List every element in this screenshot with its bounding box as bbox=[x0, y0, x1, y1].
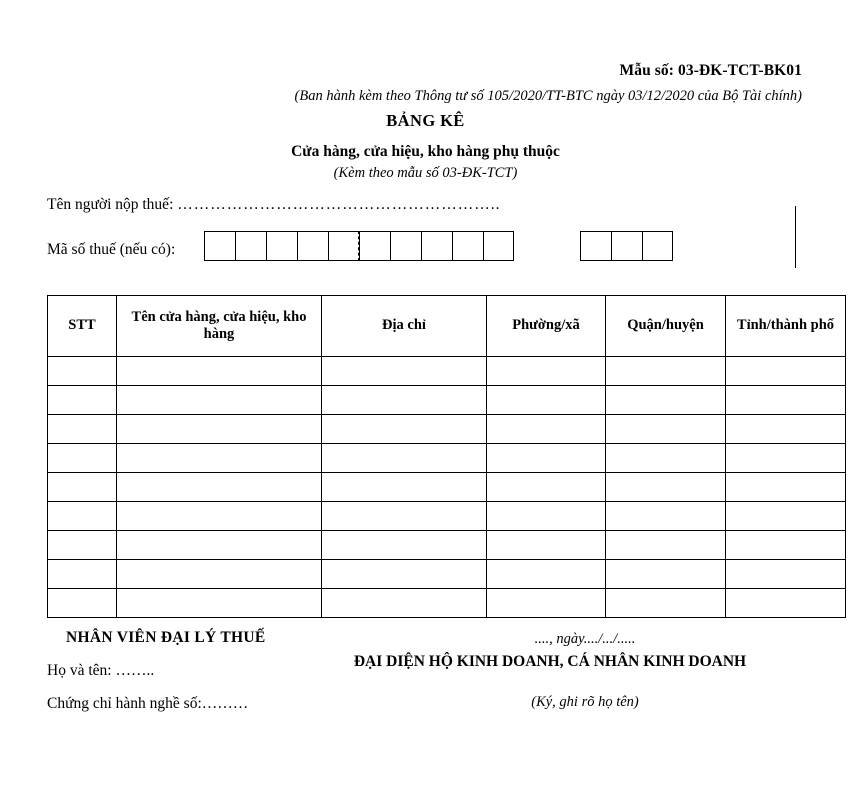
taxpayer-name-label: Tên người nộp thuế: bbox=[47, 196, 174, 213]
cell-district[interactable] bbox=[606, 415, 726, 444]
cell-address[interactable] bbox=[322, 531, 487, 560]
table-row[interactable] bbox=[48, 502, 846, 531]
page-subnote: (Kèm theo mẫu số 03-ĐK-TCT) bbox=[333, 165, 518, 181]
cell-province[interactable] bbox=[726, 386, 846, 415]
cell-province[interactable] bbox=[726, 589, 846, 618]
cell-district[interactable] bbox=[606, 589, 726, 618]
cell-address[interactable] bbox=[322, 386, 487, 415]
cell-stt[interactable] bbox=[48, 560, 117, 589]
tax-code-cell[interactable] bbox=[390, 231, 421, 261]
cell-address[interactable] bbox=[322, 589, 487, 618]
cell-address[interactable] bbox=[322, 473, 487, 502]
signature-date-field[interactable]: ...., ngày..../.../..... bbox=[534, 631, 636, 647]
tax-code-cell[interactable] bbox=[204, 231, 235, 261]
form-code: Mẫu số: 03-ĐK-TCT-BK01 bbox=[619, 62, 802, 79]
cell-ward[interactable] bbox=[487, 473, 606, 502]
tax-agent-section-title: NHÂN VIÊN ĐẠI LÝ THUẾ bbox=[66, 629, 266, 646]
page-title: BẢNG KÊ bbox=[386, 111, 465, 130]
page-border-rule bbox=[795, 206, 796, 268]
cell-ward[interactable] bbox=[487, 589, 606, 618]
cell-shop-name[interactable] bbox=[117, 386, 322, 415]
table-row[interactable] bbox=[48, 531, 846, 560]
tax-code-cell[interactable] bbox=[359, 231, 390, 261]
tax-code-cell[interactable] bbox=[483, 231, 514, 261]
cell-ward[interactable] bbox=[487, 357, 606, 386]
cell-address[interactable] bbox=[322, 560, 487, 589]
column-header-ward: Phường/xã bbox=[487, 296, 606, 357]
cell-shop-name[interactable] bbox=[117, 502, 322, 531]
column-header-shop-name: Tên cửa hàng, cửa hiệu, kho hàng bbox=[117, 296, 322, 357]
cell-ward[interactable] bbox=[487, 415, 606, 444]
table-row[interactable] bbox=[48, 444, 846, 473]
cell-stt[interactable] bbox=[48, 415, 117, 444]
tax-code-input-primary[interactable] bbox=[204, 231, 514, 261]
cell-shop-name[interactable] bbox=[117, 560, 322, 589]
cell-shop-name[interactable] bbox=[117, 589, 322, 618]
cell-stt[interactable] bbox=[48, 589, 117, 618]
tax-code-cell[interactable] bbox=[452, 231, 483, 261]
tax-code-cell[interactable] bbox=[642, 231, 673, 261]
cell-district[interactable] bbox=[606, 386, 726, 415]
tax-code-cell[interactable] bbox=[235, 231, 266, 261]
taxpayer-name-input[interactable]: ………………………………………………….. bbox=[177, 196, 501, 213]
column-header-province: Tỉnh/thành phố bbox=[726, 296, 846, 357]
cell-address[interactable] bbox=[322, 444, 487, 473]
cell-district[interactable] bbox=[606, 560, 726, 589]
cell-stt[interactable] bbox=[48, 473, 117, 502]
cell-province[interactable] bbox=[726, 502, 846, 531]
tax-agent-name-field[interactable]: Họ và tên: …….. bbox=[47, 662, 155, 679]
table-row[interactable] bbox=[48, 473, 846, 502]
business-representative-title: ĐẠI DIỆN HỘ KINH DOANH, CÁ NHÂN KINH DOANH bbox=[353, 653, 747, 670]
cell-province[interactable] bbox=[726, 531, 846, 560]
branch-listing-table bbox=[47, 295, 846, 618]
cell-address[interactable] bbox=[322, 357, 487, 386]
tax-code-cell[interactable] bbox=[297, 231, 328, 261]
cell-stt[interactable] bbox=[48, 386, 117, 415]
tax-code-cell[interactable] bbox=[421, 231, 452, 261]
table-row[interactable] bbox=[48, 415, 846, 444]
cell-district[interactable] bbox=[606, 502, 726, 531]
cell-stt[interactable] bbox=[48, 531, 117, 560]
table-row[interactable] bbox=[48, 357, 846, 386]
cell-province[interactable] bbox=[726, 560, 846, 589]
cell-ward[interactable] bbox=[487, 560, 606, 589]
cell-shop-name[interactable] bbox=[117, 444, 322, 473]
cell-district[interactable] bbox=[606, 531, 726, 560]
table-row[interactable] bbox=[48, 589, 846, 618]
cell-shop-name[interactable] bbox=[117, 531, 322, 560]
cell-ward[interactable] bbox=[487, 444, 606, 473]
table-row[interactable] bbox=[48, 560, 846, 589]
cell-ward[interactable] bbox=[487, 502, 606, 531]
column-header-address: Địa chỉ bbox=[322, 296, 487, 357]
cell-stt[interactable] bbox=[48, 502, 117, 531]
page-subtitle: Cửa hàng, cửa hiệu, kho hàng phụ thuộc bbox=[291, 143, 560, 160]
tax-code-cell[interactable] bbox=[611, 231, 642, 261]
cell-province[interactable] bbox=[726, 415, 846, 444]
table-row[interactable] bbox=[48, 386, 846, 415]
tax-code-label: Mã số thuế (nếu có): bbox=[47, 241, 176, 258]
column-header-district: Quận/huyện bbox=[606, 296, 726, 357]
cell-ward[interactable] bbox=[487, 531, 606, 560]
table-header-row bbox=[48, 296, 846, 357]
cell-shop-name[interactable] bbox=[117, 415, 322, 444]
cell-address[interactable] bbox=[322, 415, 487, 444]
tax-code-cell[interactable] bbox=[328, 231, 359, 261]
cell-province[interactable] bbox=[726, 357, 846, 386]
cell-shop-name[interactable] bbox=[117, 473, 322, 502]
cell-district[interactable] bbox=[606, 444, 726, 473]
cell-province[interactable] bbox=[726, 444, 846, 473]
tax-code-cell[interactable] bbox=[580, 231, 611, 261]
cell-province[interactable] bbox=[726, 473, 846, 502]
cell-ward[interactable] bbox=[487, 386, 606, 415]
taxpayer-name-row bbox=[47, 196, 501, 214]
issue-note: (Ban hành kèm theo Thông tư số 105/2020/TT-BTC ngày 03/12/2020 của Bộ Tài chính) bbox=[294, 88, 802, 104]
signature-note: (Ký, ghi rõ họ tên) bbox=[531, 694, 639, 710]
cell-district[interactable] bbox=[606, 357, 726, 386]
cell-district[interactable] bbox=[606, 473, 726, 502]
tax-code-input-suffix[interactable] bbox=[580, 231, 673, 261]
cell-address[interactable] bbox=[322, 502, 487, 531]
cell-stt[interactable] bbox=[48, 357, 117, 386]
tax-agent-certificate-field[interactable]: Chứng chỉ hành nghề số:……… bbox=[47, 695, 249, 712]
cell-shop-name[interactable] bbox=[117, 357, 322, 386]
cell-stt[interactable] bbox=[48, 444, 117, 473]
column-header-stt: STT bbox=[48, 296, 117, 357]
tax-code-cell[interactable] bbox=[266, 231, 297, 261]
